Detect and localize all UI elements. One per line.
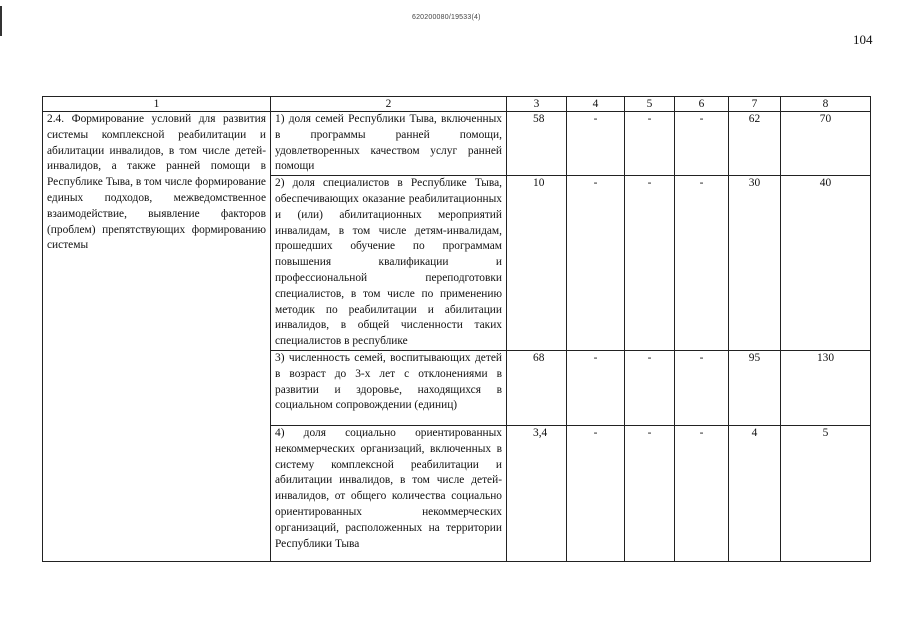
page-number: 104	[853, 32, 873, 47]
value-cell: 62	[729, 112, 781, 176]
value-cell: -	[675, 176, 729, 351]
column-header: 7	[729, 97, 781, 112]
column-header: 3	[507, 97, 567, 112]
value-cell: -	[567, 425, 625, 561]
value-cell: 95	[729, 350, 781, 425]
value-cell: -	[625, 350, 675, 425]
scan-edge-mark	[0, 6, 2, 36]
value-cell: -	[567, 176, 625, 351]
column-number-row	[43, 97, 871, 112]
value-cell: 3,4	[507, 425, 567, 561]
value-cell: -	[625, 112, 675, 176]
column-header: 5	[625, 97, 675, 112]
value-cell: -	[567, 112, 625, 176]
value-cell: -	[675, 425, 729, 561]
value-cell: 30	[729, 176, 781, 351]
column-header: 6	[675, 97, 729, 112]
indicator-cell: 3) численность семей, воспитывающих детей в возраст до 3-х лет с отклонениями в развитии и здоровье, находящихся в социальном сопровождении (единиц)	[271, 350, 507, 425]
column-header: 1	[43, 97, 271, 112]
value-cell: -	[567, 350, 625, 425]
goal-cell: 2.4. Формирование условий для развития системы комплексной реабилитации и абилитации инвалидов, в том числе детей-инвалидов, а также ранней помощи в Республике Тыва, в том числе формирование единых подходов, межведомственное взаимодействие, выявление факторов (проблем) препятствующих формированию системы	[43, 112, 271, 562]
value-cell: 10	[507, 176, 567, 351]
indicators-table	[42, 96, 871, 562]
value-cell: -	[675, 112, 729, 176]
value-cell: 40	[781, 176, 871, 351]
column-header: 4	[567, 97, 625, 112]
column-header: 8	[781, 97, 871, 112]
value-cell: 68	[507, 350, 567, 425]
value-cell: 130	[781, 350, 871, 425]
table-row	[43, 112, 871, 176]
value-cell: 4	[729, 425, 781, 561]
value-cell: 70	[781, 112, 871, 176]
value-cell: 58	[507, 112, 567, 176]
indicator-cell: 4) доля социально ориентированных некоммерческих организаций, включенных в систему комплексной реабилитации и абилитации инвалидов, в том числе детей-инвалидов, от общего количества социально ориентированных некоммерческих организаций, расположенных на территории Республики Тыва	[271, 425, 507, 561]
document-code: 620200080/19533(4)	[412, 14, 481, 21]
indicator-cell: 1) доля семей Республики Тыва, включенных в программы ранней помощи, удовлетворенных качеством услуг ранней помощи	[271, 112, 507, 176]
column-header: 2	[271, 97, 507, 112]
value-cell: -	[625, 176, 675, 351]
value-cell: -	[675, 350, 729, 425]
value-cell: 5	[781, 425, 871, 561]
indicator-cell: 2) доля специалистов в Республике Тыва, обеспечивающих оказание реабилитационных и (или) абилитационных мероприятий инвалидам, в том числе детям-инвалидам, прошедших обучение по программам повышения квалификации и профессиональной переподготовки специалистов, в том числе по применению методик по реабилитации и абилитации инвалидов, в общей численности таких специалистов в республике	[271, 176, 507, 351]
value-cell: -	[625, 425, 675, 561]
